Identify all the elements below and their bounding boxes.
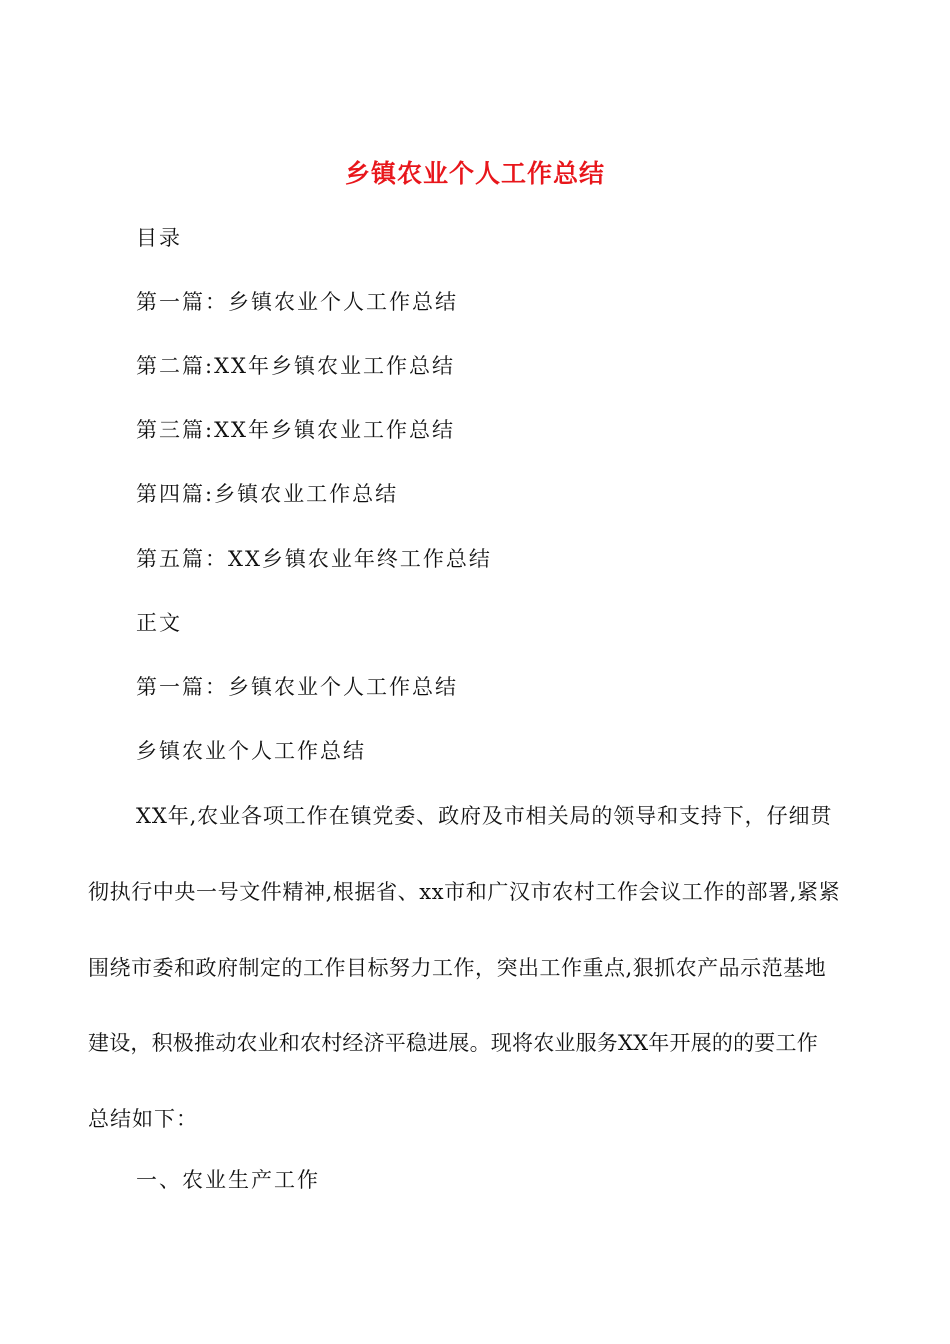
toc-item-2: 第二篇:XX年乡镇农业工作总结	[136, 354, 455, 378]
paragraph-line-4: 建设，积极推动农业和农村经济平稳进展。现将农业服务XX年开展的的要工作	[88, 1031, 818, 1055]
paragraph-line-3: 围绕市委和政府制定的工作目标努力工作，突出工作重点,狠抓农产品示范基地	[88, 956, 827, 980]
paragraph-line-2: 彻执行中央一号文件精神,根据省、xx市和广汉市农村工作会议工作的部署,紧紧	[88, 880, 841, 904]
toc-heading: 目录	[136, 226, 182, 250]
toc-item-5: 第五篇：XX乡镇农业年终工作总结	[136, 547, 492, 571]
paragraph-line-5: 总结如下：	[88, 1107, 198, 1131]
chapter-subtitle: 乡镇农业个人工作总结	[136, 739, 366, 763]
toc-item-3: 第三篇:XX年乡镇农业工作总结	[136, 418, 455, 442]
toc-item-1: 第一篇：乡镇农业个人工作总结	[136, 290, 458, 314]
chapter-title: 第一篇：乡镇农业个人工作总结	[136, 675, 458, 699]
document-title: 乡镇农业个人工作总结	[344, 159, 605, 188]
body-heading: 正文	[136, 611, 182, 635]
paragraph-line-1: XX年,农业各项工作在镇党委、政府及市相关局的领导和支持下，仔细贯	[136, 804, 833, 828]
toc-item-4: 第四篇:乡镇农业工作总结	[136, 482, 399, 506]
section-heading: 一、农业生产工作	[136, 1168, 320, 1192]
